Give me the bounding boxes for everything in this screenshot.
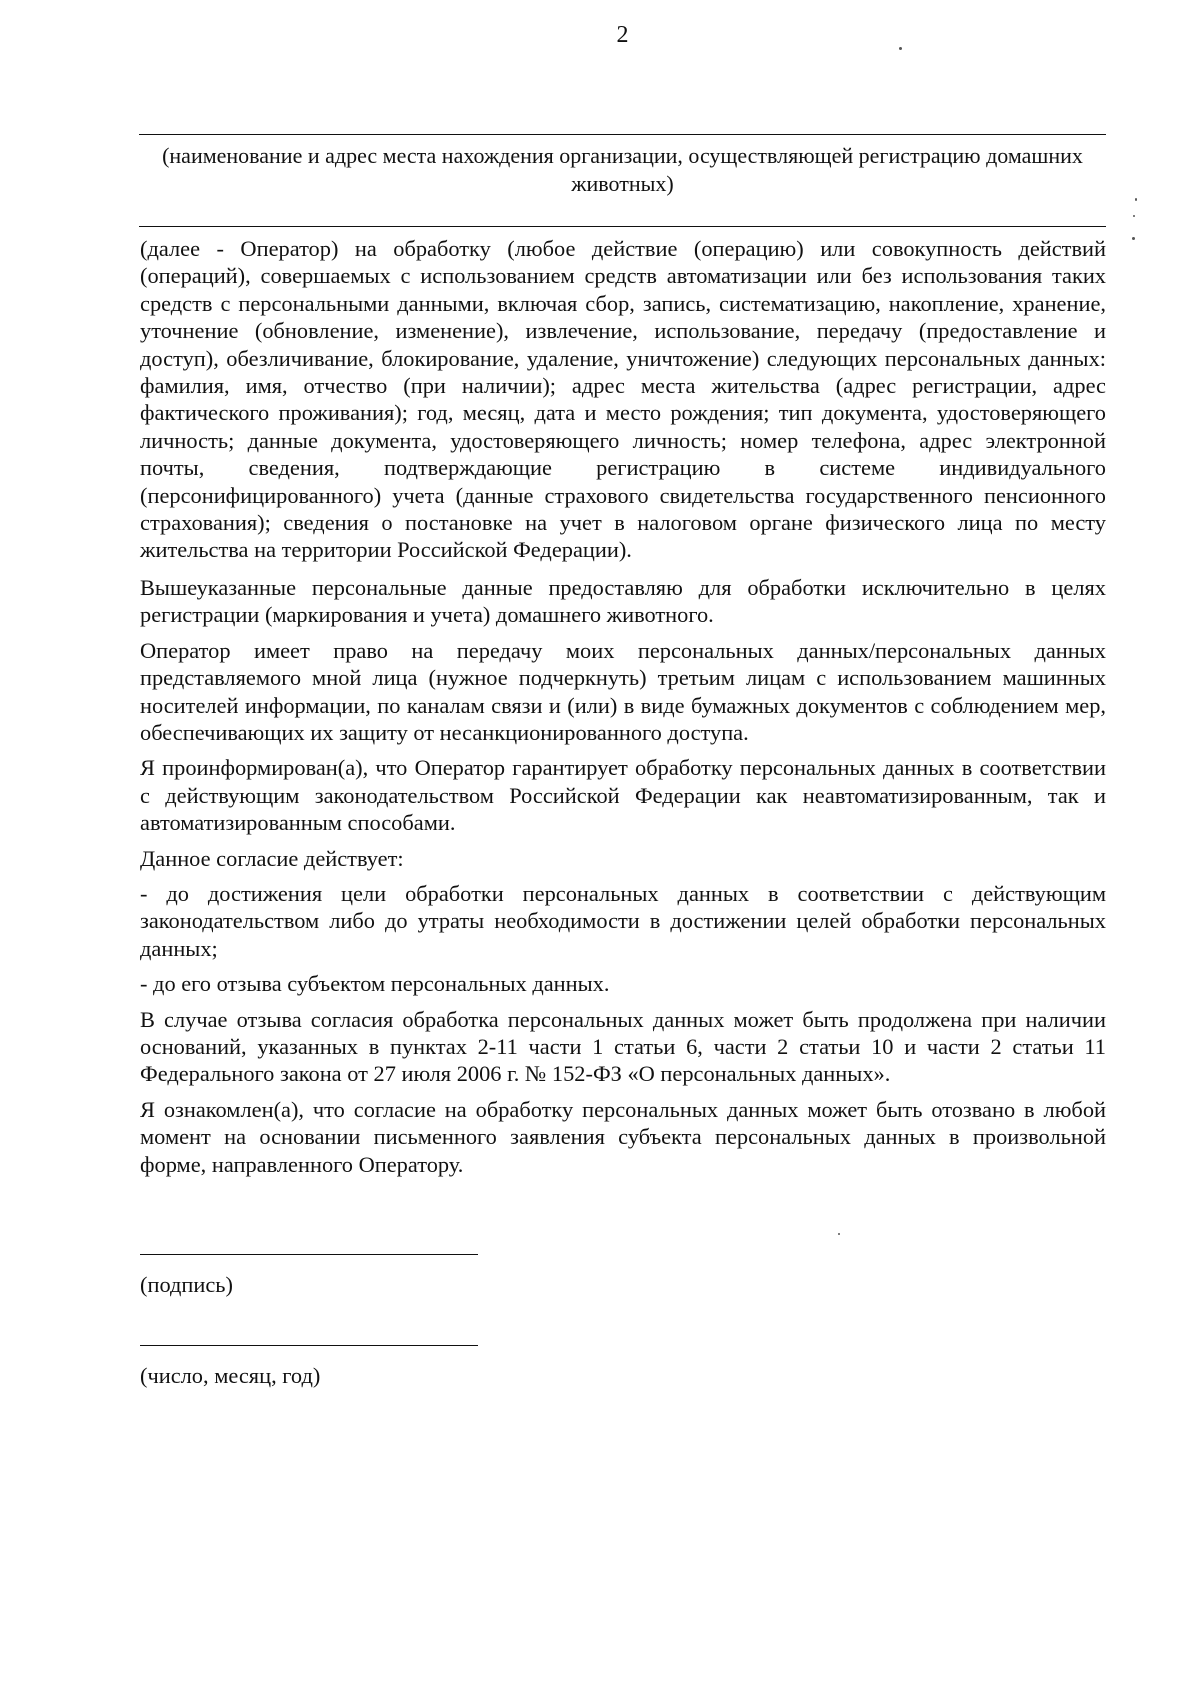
signature-label: (подпись): [140, 1272, 233, 1297]
organization-field-line[interactable]: [139, 134, 1106, 135]
page-number: 2: [616, 22, 629, 48]
paragraph-processing-scope: (далее - Оператор) на обработку (любое действие (операцию) или совокупность действий (операций), совершаемых с использованием средств автоматизации или без использования таких средств с персональными данными, включая сбор, запись, систематизацию, накопление, хранение, уточнение (обновление, изменение), извлечение, использование, передачу (предоставление и доступ), обезличивание, блокирование, удаление, уничтожение) следующих персональных данных: фамилия, имя, отчество (при наличии); адрес места жительства (адрес регистрации, адрес фактического проживания); год, месяц, дата и место рождения; тип документа, удостоверяющего личность; данные документа, удостоверяющего личность; номер телефона, адрес электронной почты, сведения, подтверждающие регистрацию в системе индивидуального (персонифицированного) учета (данные страхового свидетельства государственного пенсионного страхования); сведения о постановке на учет в налоговом органе физического лица по месту жительства на территории Российской Федерации).: [140, 236, 1106, 563]
paragraph-validity-item-2: - до его отзыва субъектом персональных данных.: [140, 971, 610, 997]
date-block: [140, 1345, 480, 1390]
scan-speck: [1135, 198, 1137, 201]
paragraph-acknowledgement: Я ознакомлен(а), что согласие на обработку персональных данных может быть отозвано в любой момент на основании письменного заявления субъекта персональных данных в произвольной форме, направленного Оператору.: [140, 1096, 1106, 1177]
paragraph-validity-item-1: - до достижения цели обработки персональных данных в соответствии с действующим законодательством либо до утраты необходимости в достижении целей обработки персональных данных;: [140, 880, 1106, 961]
scan-speck: [899, 47, 902, 50]
scan-speck: [1133, 215, 1135, 217]
signature-block: [140, 1254, 480, 1299]
scan-speck: [1132, 237, 1135, 240]
consent-body: [140, 235, 1106, 1186]
paragraph-purpose: Вышеуказанные персональные данные предоставляю для обработки исключительно в целях регистрации (маркирования и учета) домашнего животного.: [140, 574, 1106, 628]
paragraph-transfer-rights: Оператор имеет право на передачу моих персональных данных/персональных данных представляемого мной лица (нужное подчеркнуть) третьим лицам с использованием машинных носителей информации, по каналам связи и (или) в виде бумажных документов с соблюдением мер, обеспечивающих их защиту от несанкционированного доступа.: [140, 637, 1106, 745]
date-label: (число, месяц, год): [140, 1363, 321, 1388]
organization-address-line[interactable]: [139, 226, 1106, 227]
scan-speck: [838, 1233, 840, 1235]
date-line[interactable]: [140, 1345, 478, 1346]
paragraph-validity-heading: Данное согласие действует:: [140, 845, 404, 871]
paragraph-withdrawal: В случае отзыва согласия обработка персональных данных может быть продолжена при наличии оснований, указанных в пунктах 2-11 части 1 статьи 6, части 2 статьи 10 и части 2 статьи 11 Федерального закона от 27 июля 2006 г. № 152-ФЗ «О персональных данных».: [140, 1006, 1106, 1087]
organization-field-caption: (наименование и адрес места нахождения организации, осуществляющей регистрацию домашних животных): [162, 143, 1083, 196]
paragraph-guarantee: Я проинформирован(а), что Оператор гарантирует обработку персональных данных в соответствии с действующим законодательством Российской Федерации как неавтоматизированным, так и автоматизированным способами.: [140, 755, 1106, 836]
signature-line[interactable]: [140, 1254, 478, 1255]
